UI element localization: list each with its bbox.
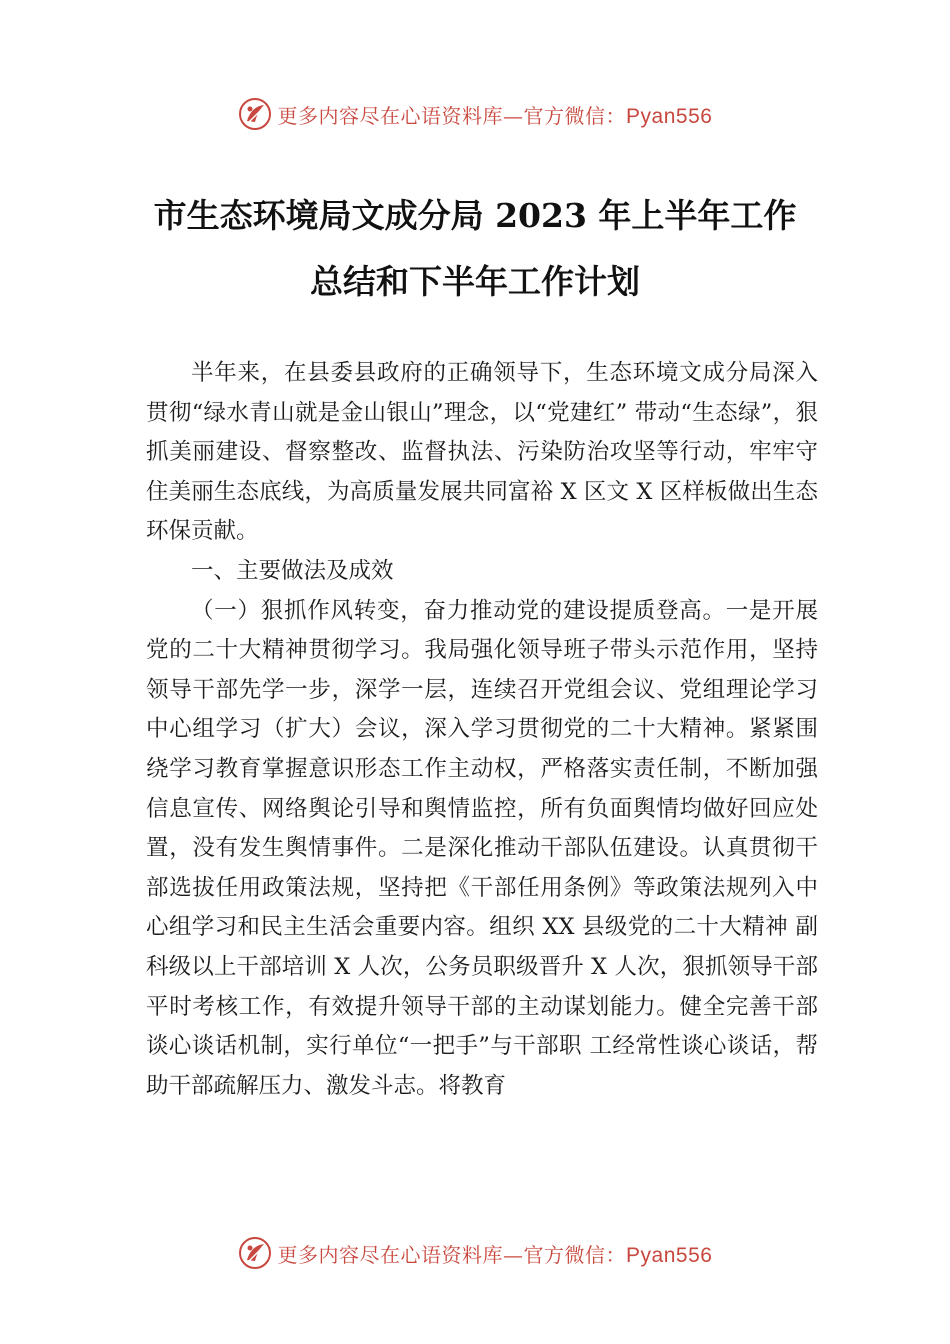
banner-main-text: 更多内容尽在心语资料库 [277, 103, 504, 128]
section-heading: 一、主要做法及成效 [191, 557, 394, 584]
paragraph-section-1: （一）狠抓作风转变，奋力推动党的建设提质登高。一是开展党的二十大精神贯彻学习。我局强化领导班子带头示范作用，坚持领导干部先学一步，深学一层，连续召开党组会议、党组理论学习中心组学习（扩大）会议，深入学习贯彻党的二十大精神。紧紧围绕学习教育掌握意识形态工作主动权，严格落实责任制，不断加强信息宣传、网络舆论引导和舆情监控，所有负面舆情均做好回应处置，没有发生舆情事件。二是深化推动干部队伍建设。认真贯彻干部选拔任用政策法规，坚持把《干部任用条例》等政策法规列入中心组学习和民主生活会重要内容。组织 XX 县级党的二十大精神 副科级以上干部培训 X 人次，公务员职级晋升 X 人次，狠抓领导干部平时考核工作，有效提升领导干部的主动谋划能力。健全完善干部谈心谈话机制，实行单位“一把手”与干部职 工经常性谈心谈话，帮助干部疏解压力、激发斗志。将教育 [146, 597, 818, 1099]
banner-dash: — [503, 1242, 524, 1267]
document-title-line-1: 市生态环境局文成分局 2023 年上半年工作 [153, 196, 797, 235]
document-title-line-2: 总结和下半年工作计划 [310, 262, 640, 301]
banner-text [278, 100, 713, 129]
banner-wechat-id: Pyan556 [626, 1243, 713, 1267]
paragraph-intro: 半年来，在县委县政府的正确领导下，生态环境文成分局深入贯彻“绿水青山就是金山银山”理念，以“党建红” 带动“生态绿”，狠抓美丽建设、督察整改、监督执法、污染防治攻坚等行动，牢牢守住美丽生态底线，为高质量发展共同富裕 X 区文 X 区样板做出生态环保贡献。 [146, 360, 818, 545]
header-watermark-banner [0, 94, 950, 134]
document-body [146, 354, 818, 1106]
banner-wechat-label: 官方微信： [523, 103, 627, 128]
banner-text [278, 1239, 713, 1268]
footer-watermark-banner [0, 1233, 950, 1273]
logo-icon [238, 97, 272, 131]
banner-main-text: 更多内容尽在心语资料库 [277, 1242, 504, 1267]
banner-dash: — [503, 103, 524, 128]
banner-wechat-label: 官方微信： [523, 1242, 627, 1267]
logo-icon [238, 1236, 272, 1270]
banner-wechat-id: Pyan556 [626, 104, 713, 128]
